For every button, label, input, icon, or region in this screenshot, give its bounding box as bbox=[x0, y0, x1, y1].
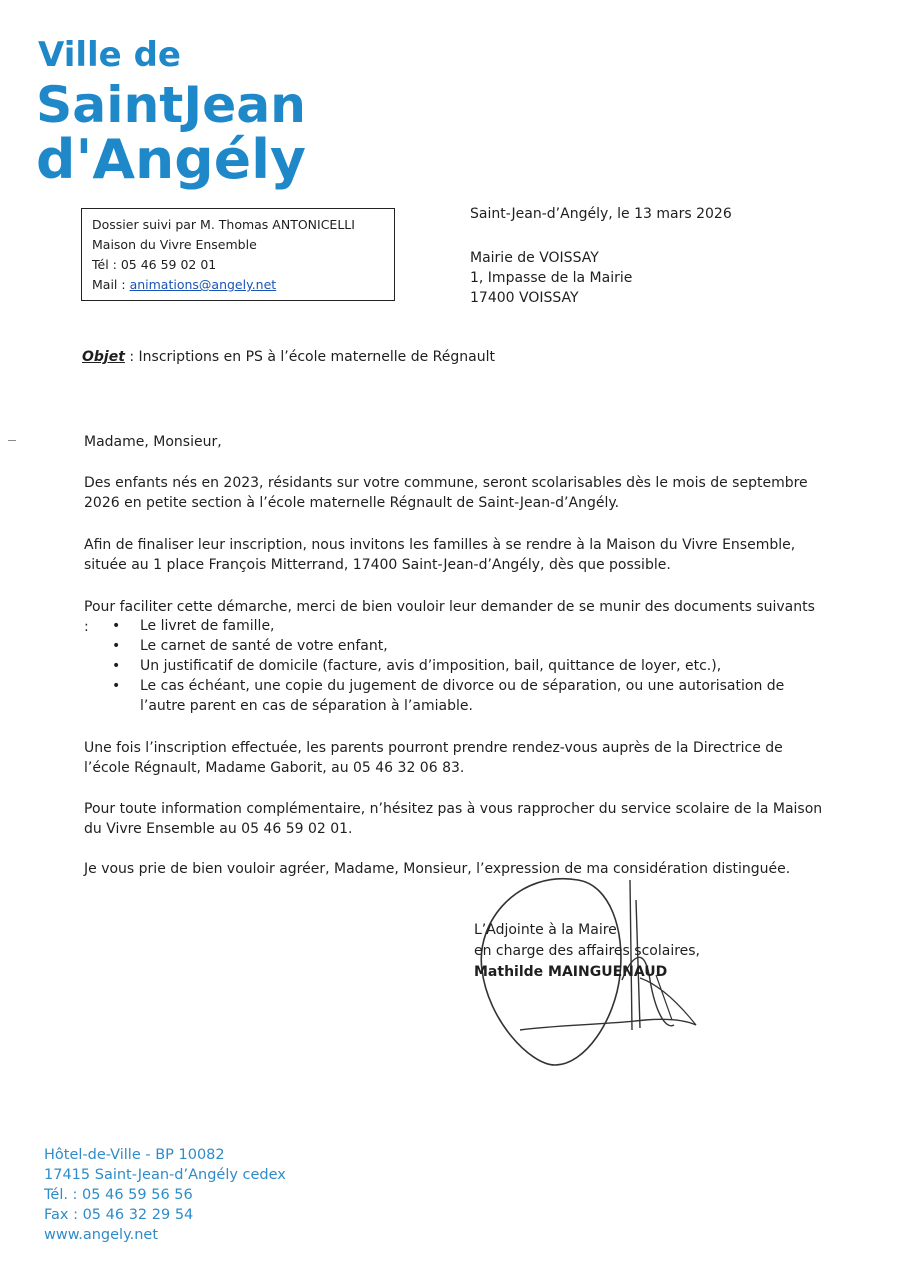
subject-label: Objet bbox=[82, 349, 125, 365]
signatory-title-1: L’Adjointe à la Maire bbox=[474, 922, 617, 938]
signatory-title-2: en charge des affaires scolaires, bbox=[474, 943, 701, 959]
subject-line bbox=[82, 349, 495, 365]
paragraph-5: Pour toute information complémentaire, n’hésitez pas à vous rapprocher du service scolaire de la Maison du Vivre Ensemble au 05 46 59 02 01. bbox=[84, 801, 823, 837]
recipient-address-2: 17400 VOISSAY bbox=[470, 290, 579, 306]
logo-line-2: SaintJean bbox=[36, 76, 306, 134]
recipient-address-1: 1, Impasse de la Mairie bbox=[470, 270, 633, 286]
documents-list bbox=[112, 616, 832, 716]
subject-separator: : bbox=[124, 349, 139, 365]
dossier-mail-link[interactable]: animations@angely.net bbox=[129, 277, 277, 292]
signatory-block bbox=[474, 920, 700, 983]
recipient-name: Mairie de VOISSAY bbox=[470, 250, 599, 266]
city-logo bbox=[36, 30, 316, 190]
paragraph-6: Je vous prie de bien vouloir agréer, Madame, Monsieur, l’expression de ma considération distinguée. bbox=[84, 861, 791, 877]
subject-text: Inscriptions en PS à l’école maternelle de Régnault bbox=[138, 349, 495, 365]
footer-address bbox=[44, 1145, 286, 1245]
list-item: • Un justificatif de domicile (facture, avis d’imposition, bail, quittance de loyer, etc.), bbox=[112, 656, 832, 676]
footer-line-2: 17415 Saint-Jean-d’Angély cedex bbox=[44, 1167, 286, 1183]
margin-fold-mark bbox=[8, 440, 16, 441]
list-item: • Le carnet de santé de votre enfant, bbox=[112, 636, 832, 656]
paragraph-3: Pour faciliter cette démarche, merci de bien vouloir leur demander de se munir des documents suivants : bbox=[84, 599, 815, 635]
dossier-tel: Tél : 05 46 59 02 01 bbox=[92, 257, 217, 272]
paragraph-2: Afin de finaliser leur inscription, nous invitons les familles à se rendre à la Maison du Vivre Ensemble, située au 1 place François Mitterrand, 17400 Saint-Jean-d’Angély, dès que possible. bbox=[84, 537, 796, 573]
signatory-name: Mathilde MAINGUENAUD bbox=[474, 964, 668, 980]
greeting: Madame, Monsieur, bbox=[84, 434, 222, 450]
dossier-mail-row bbox=[92, 275, 384, 295]
paragraph-4: Une fois l’inscription effectuée, les parents pourront prendre rendez-vous auprès de la Directrice de l’école Régnault, Madame Gaborit, au 05 46 32 06 83. bbox=[84, 740, 783, 776]
footer-fax: Fax : 05 46 32 29 54 bbox=[44, 1207, 194, 1223]
dossier-line-2: Maison du Vivre Ensemble bbox=[92, 237, 257, 252]
recipient-address bbox=[470, 248, 632, 308]
footer-tel: Tél. : 05 46 59 56 56 bbox=[44, 1187, 193, 1203]
logo-line-1: Ville de bbox=[38, 35, 181, 75]
list-item: • Le cas échéant, une copie du jugement de divorce ou de séparation, ou une autorisation de l’autre parent en cas de séparation à l’amiable. bbox=[112, 676, 832, 716]
date-line: Saint-Jean-d’Angély, le 13 mars 2026 bbox=[470, 206, 732, 222]
dossier-mail-label: Mail : bbox=[92, 277, 130, 292]
logo-line-3: d'Angély bbox=[36, 128, 306, 190]
paragraph-1: Des enfants nés en 2023, résidants sur votre commune, seront scolarisables dès le mois de septembre 2026 en petite section à l’école maternelle Régnault de Saint-Jean-d’Angély. bbox=[84, 475, 808, 511]
list-item: • Le livret de famille, bbox=[112, 616, 832, 636]
dossier-line-1: Dossier suivi par M. Thomas ANTONICELLI bbox=[92, 217, 355, 232]
dossier-contact-box bbox=[81, 208, 395, 301]
footer-line-1: Hôtel-de-Ville - BP 10082 bbox=[44, 1147, 225, 1163]
footer-web-link[interactable]: www.angely.net bbox=[44, 1227, 159, 1243]
